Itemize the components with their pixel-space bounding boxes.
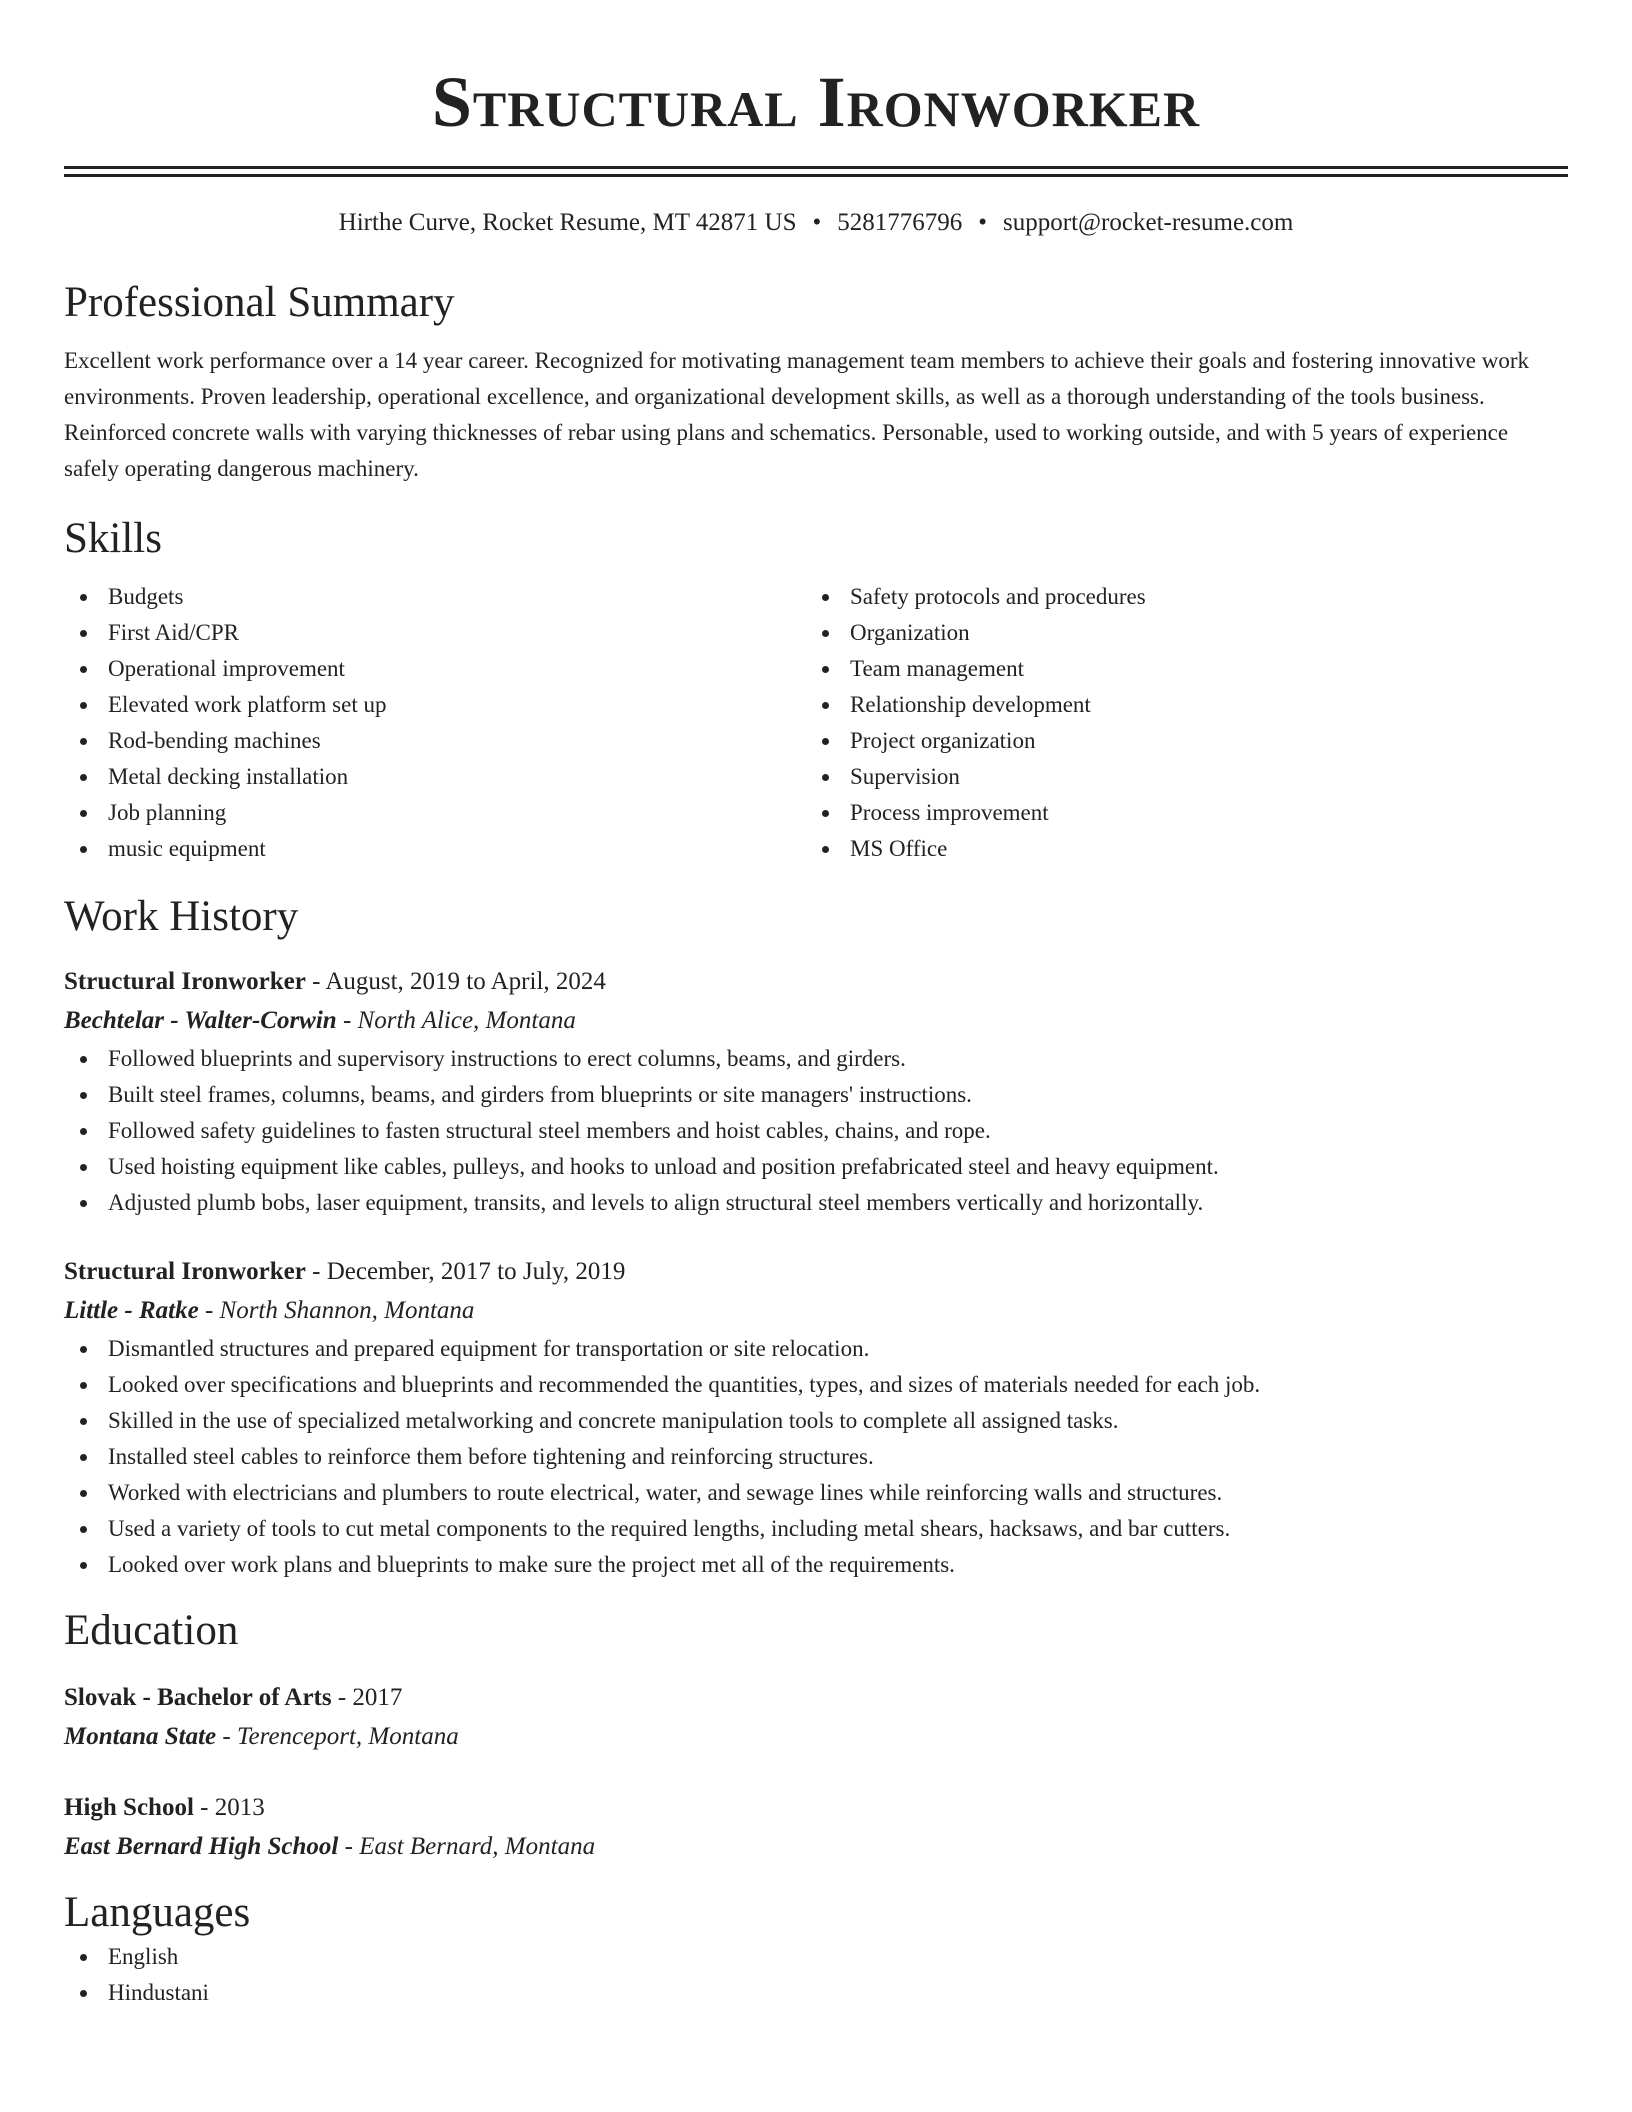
resume-name: Structural Ironworker <box>431 62 1201 142</box>
job-company: Little - Ratke <box>64 1297 199 1324</box>
bullet-icon <box>80 1990 87 1997</box>
job-title: Structural Ironworker <box>64 1258 306 1285</box>
contact-phone: 5281776796 <box>837 209 963 236</box>
bullet-icon <box>80 1490 87 1497</box>
bullet-icon <box>80 594 87 601</box>
education-location: - Terenceport, Montana <box>216 1723 459 1750</box>
bullet-icon <box>80 1128 87 1135</box>
summary-text: Excellent work performance over a 14 year career. Recognized for motivating management team members to achieve their goals and fostering innovative work environments. Proven leadership, operational excellence, and organizational development skills, as well as a thorough understanding of the tools business. Reinforced concrete walls with varying thicknesses of rebar using plans and schematics. Personable, used to working outside, and with 5 years of experience safely operating dangerous machinery. <box>64 348 1530 481</box>
bullet-icon <box>80 1954 87 1961</box>
skill-item: Process improvement <box>806 795 1548 831</box>
skill-item: Operational improvement <box>64 651 806 687</box>
section-title-work-history: Work History <box>64 893 299 940</box>
bullet-icon <box>80 738 87 745</box>
job-bullet: Followed safety guidelines to fasten structural steel members and hoist cables, chains, and rope. <box>64 1113 1568 1149</box>
education-year: - 2017 <box>331 1684 403 1711</box>
job-bullet: Used a variety of tools to cut metal components to the required lengths, including metal shears, hacksaws, and bar cutters. <box>64 1511 1568 1547</box>
skill-item: Elevated work platform set up <box>64 687 806 723</box>
bullet-icon <box>822 810 829 817</box>
job-dates: - August, 2019 to April, 2024 <box>305 968 606 995</box>
bullet-icon <box>80 1562 87 1569</box>
skills-column-right <box>806 579 1548 867</box>
skill-item: First Aid/CPR <box>64 615 806 651</box>
job-dates: - December, 2017 to July, 2019 <box>305 1258 626 1285</box>
education-year: - 2013 <box>193 1794 265 1821</box>
skill-item: Project organization <box>806 723 1548 759</box>
education-location: - East Bernard, Montana <box>338 1833 596 1860</box>
bullet-icon <box>80 666 87 673</box>
resume-page <box>64 0 1568 2011</box>
bullet-icon <box>80 1382 87 1389</box>
education-degree: High School <box>64 1794 194 1821</box>
job-employer <box>64 1291 1568 1331</box>
bullet-icon <box>80 702 87 709</box>
education-institution <box>64 1717 1568 1757</box>
education-heading <box>64 1789 1568 1827</box>
bullet-icon <box>80 1454 87 1461</box>
skill-item: Organization <box>806 615 1548 651</box>
bullet-icon <box>80 846 87 853</box>
job-bullet: Installed steel cables to reinforce them before tightening and reinforcing structures. <box>64 1439 1568 1475</box>
bullet-icon <box>822 630 829 637</box>
job-bullet: Looked over work plans and blueprints to make sure the project met all of the requirements. <box>64 1547 1568 1583</box>
job-company: Bechtelar - Walter-Corwin <box>64 1007 337 1034</box>
contact-email: support@rocket-resume.com <box>1003 209 1294 236</box>
skill-item: Supervision <box>806 759 1548 795</box>
job-heading <box>64 963 1568 1001</box>
bullet-icon <box>80 1346 87 1353</box>
skill-item: Budgets <box>64 579 806 615</box>
language-list <box>64 1939 1568 2011</box>
skills-column-left <box>64 579 806 867</box>
job-bullet: Worked with electricians and plumbers to route electrical, water, and sewage lines while reinforcing walls and structures. <box>64 1475 1568 1511</box>
job-bullet: Adjusted plumb bobs, laser equipment, transits, and levels to align structural steel members vertically and horizontally. <box>64 1185 1568 1221</box>
job-location: - North Alice, Montana <box>336 1007 576 1034</box>
skill-item: MS Office <box>806 831 1548 867</box>
skill-item: Rod-bending machines <box>64 723 806 759</box>
section-title-languages: Languages <box>64 1889 251 1936</box>
job-bullets <box>64 1041 1568 1221</box>
skills-grid <box>64 579 1568 867</box>
job-bullets <box>64 1331 1568 1583</box>
job-bullet: Built steel frames, columns, beams, and girders from blueprints or site managers' instructions. <box>64 1077 1568 1113</box>
education-institution <box>64 1827 1568 1867</box>
bullet-icon <box>80 1200 87 1207</box>
job-employer <box>64 1001 1568 1041</box>
skill-item: Safety protocols and procedures <box>806 579 1548 615</box>
contact-line <box>64 207 1568 239</box>
bullet-icon <box>80 1418 87 1425</box>
skill-item: Team management <box>806 651 1548 687</box>
bullet-icon <box>80 1092 87 1099</box>
job-bullet: Dismantled structures and prepared equipment for transportation or site relocation. <box>64 1331 1568 1367</box>
education-degree: Slovak - Bachelor of Arts <box>64 1684 332 1711</box>
contact-separator: • <box>978 209 988 236</box>
section-title-education: Education <box>64 1607 239 1654</box>
education-school: Montana State <box>64 1723 217 1750</box>
bullet-icon <box>822 594 829 601</box>
job-bullet: Followed blueprints and supervisory instructions to erect columns, beams, and girders. <box>64 1041 1568 1077</box>
skill-item: Metal decking installation <box>64 759 806 795</box>
bullet-icon <box>822 774 829 781</box>
bullet-icon <box>80 1526 87 1533</box>
bullet-icon <box>80 1164 87 1171</box>
bullet-icon <box>80 774 87 781</box>
section-title-skills: Skills <box>64 515 162 562</box>
job-bullet: Skilled in the use of specialized metalworking and concrete manipulation tools to complete all assigned tasks. <box>64 1403 1568 1439</box>
bullet-icon <box>822 846 829 853</box>
job-location: - North Shannon, Montana <box>198 1297 475 1324</box>
header-double-rule <box>64 166 1568 177</box>
section-title-summary: Professional Summary <box>64 279 455 326</box>
bullet-icon <box>80 1056 87 1063</box>
bullet-icon <box>822 666 829 673</box>
contact-separator: • <box>812 209 822 236</box>
skill-item: Relationship development <box>806 687 1548 723</box>
job-title: Structural Ironworker <box>64 968 306 995</box>
job-bullet: Looked over specifications and blueprints and recommended the quantities, types, and sizes of materials needed for each job. <box>64 1367 1568 1403</box>
job-bullet: Used hoisting equipment like cables, pulleys, and hooks to unload and position prefabricated steel and heavy equipment. <box>64 1149 1568 1185</box>
bullet-icon <box>80 810 87 817</box>
bullet-icon <box>822 738 829 745</box>
skill-item: music equipment <box>64 831 806 867</box>
education-heading <box>64 1679 1568 1717</box>
bullet-icon <box>80 630 87 637</box>
education-school: East Bernard High School <box>64 1833 339 1860</box>
contact-address: Hirthe Curve, Rocket Resume, MT 42871 US <box>338 209 797 236</box>
language-item: Hindustani <box>64 1975 1568 2011</box>
skill-item: Job planning <box>64 795 806 831</box>
job-heading <box>64 1253 1568 1291</box>
bullet-icon <box>822 702 829 709</box>
language-item: English <box>64 1939 1568 1975</box>
